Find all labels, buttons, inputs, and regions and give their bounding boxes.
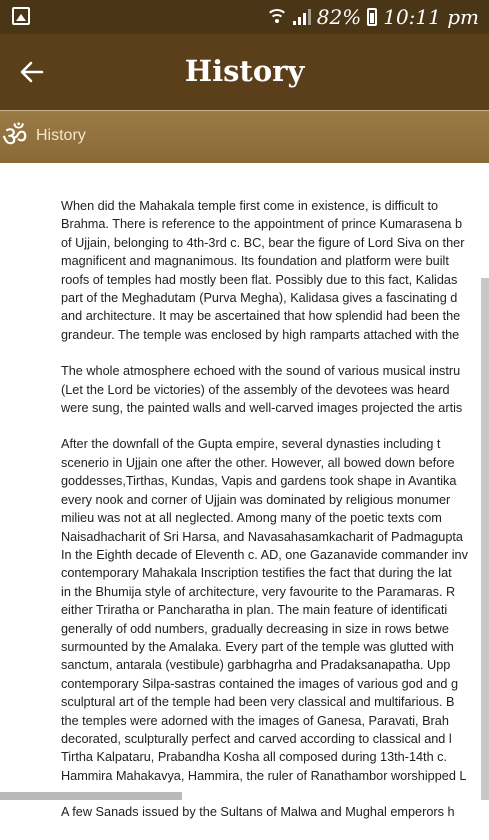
text-line: After the downfall of the Gupta empire, several dynasties including t xyxy=(61,437,441,452)
text-line: goddesses,Tirthas, Kundas, Vapis and gardens took shape in Avantika xyxy=(61,474,457,489)
text-line: Naisadhacharit of Sri Harsa, and Navasahasamkacharit of Padmagupta xyxy=(61,529,463,544)
article-text xyxy=(61,197,489,840)
text-line: Brahma. There is reference to the appointment of prince Kumarasena b xyxy=(61,217,463,232)
text-line: sanctum, antarala (vestibule) garbhagrha and Pradaksanapatha. Upp xyxy=(61,658,451,673)
app-bar xyxy=(0,34,489,110)
vertical-scrollbar[interactable] xyxy=(481,278,489,800)
text-line: the temples were adorned with the images of Ganesa, Paravati, Brah xyxy=(61,713,449,728)
text-line: part of the Meghadutam (Purva Megha), Kalidasa gives a fascinating d xyxy=(61,291,458,306)
text-line: Hammira Mahakavya, Hammira, the ruler of Ranathambor worshipped L xyxy=(61,768,467,783)
page-title: History xyxy=(184,54,305,88)
text-line: scenerio in Ujjain one after the other. However, all bowed down before xyxy=(61,455,455,470)
text-line: In the Eighth decade of Eleventh c. AD, one Gazanavide commander inv xyxy=(61,547,468,562)
text-line: roofs of temples had mostly been flat. Possibly due to this fact, Kalidas xyxy=(61,272,458,287)
paragraph xyxy=(61,435,489,785)
text-line: were sung, the painted walls and well-carved images projected the artis xyxy=(61,401,463,416)
paragraph xyxy=(61,362,489,417)
text-line: either Triratha or Pancharatha in plan. The main feature of identificati xyxy=(61,603,448,618)
text-line: of Ujjain, belonging to 4th-3rd c. BC, bear the figure of Lord Siva on ther xyxy=(61,235,465,250)
text-line: decorated, sculpturally perfect and carved according to classical and l xyxy=(61,731,452,746)
signal-icon xyxy=(293,9,311,25)
section-header xyxy=(0,110,489,163)
text-line: generally of odd numbers, gradually decreasing in size in rows betwe xyxy=(61,621,449,636)
paragraph xyxy=(61,197,489,344)
gallery-icon xyxy=(12,7,30,25)
status-bar xyxy=(0,0,489,34)
text-line: in the Bhumija style of architecture, very favourite to the Paramaras. R xyxy=(61,584,456,599)
om-icon: ॐ xyxy=(2,121,28,152)
wifi-icon xyxy=(267,9,287,25)
text-line: grandeur. The temple was enclosed by high ramparts attached with the xyxy=(61,327,460,342)
text-line: contemporary Silpa-sastras contained the images of various god and g xyxy=(61,676,459,691)
text-line: (Let the Lord be victories) of the assembly of the devotees was heard xyxy=(61,382,450,397)
text-line: contemporary Mahakala Inscription testifies the fact that during the lat xyxy=(61,566,452,581)
text-line: When did the Mahakala temple first come in existence, is difficult to xyxy=(61,199,439,213)
text-line: and architecture. It may be ascertained that how splendid had been the xyxy=(61,309,461,324)
text-line: surmounted by the Amalaka. Every part of the temple was glutted with xyxy=(61,639,454,654)
text-line: The whole atmosphere echoed with the sound of various musical instru xyxy=(61,364,461,379)
text-line: every nook and corner of Ujjain was dominated by religious monumer xyxy=(61,492,451,507)
paragraph xyxy=(61,803,489,821)
text-line: milieu was not at all neglected. Among many of the poetic texts com xyxy=(61,511,442,526)
text-line: sculptural art of the temple had been very classical and multifarious. B xyxy=(61,695,455,710)
status-indicators xyxy=(267,4,479,30)
battery-percent: 82% xyxy=(316,5,362,29)
horizontal-scrollbar[interactable] xyxy=(0,792,182,800)
text-line: A few Sanads issued by the Sultans of Malwa and Mughal emperors h xyxy=(61,805,455,820)
battery-icon xyxy=(367,8,377,26)
text-line: magnificent and magnanimous. Its foundation and platform were built xyxy=(61,254,449,269)
clock: 10:11 pm xyxy=(383,5,479,29)
text-line: Tirtha Kalpataru, Prabandha Kosha all composed during 13th-14th c. xyxy=(61,750,448,765)
section-title: History xyxy=(36,127,86,144)
